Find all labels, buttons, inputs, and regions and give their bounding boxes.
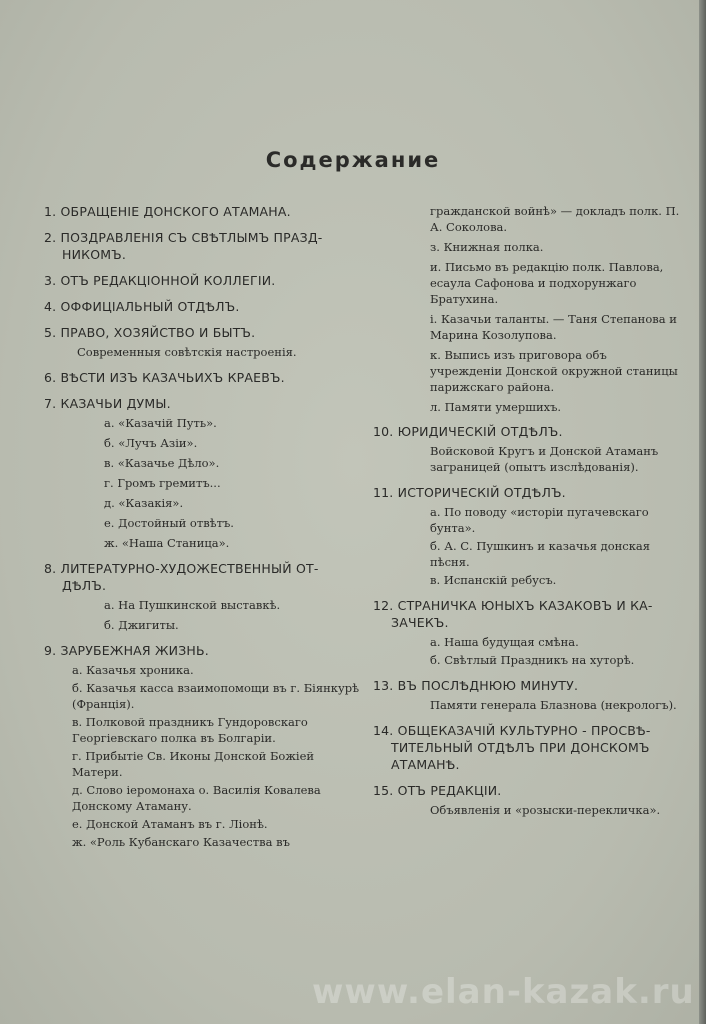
subentry: б. Джигиты. [104, 618, 179, 632]
subentry: Современныя совѣтскія настроенія. [77, 345, 297, 359]
item-title-continuation: ЗАЧЕКЪ. [391, 615, 449, 630]
subentry: г. Громъ гремитъ... [104, 476, 221, 490]
subentry: а. Казачья хроника. [72, 663, 194, 677]
item-title: ЮРИДИЧЕСКІЙ ОТДѢЛЪ. [397, 424, 563, 439]
subentry: з. Книжная полка. [430, 240, 544, 254]
item-number: 2. [44, 230, 57, 245]
item-subentries [373, 634, 681, 668]
subentry: и. Письмо въ редакцію полк. Павлова, есаула Сафонова и подхорунжаго Братухина. [430, 260, 664, 306]
item-heading [44, 272, 362, 289]
item-heading [44, 324, 362, 341]
item-title-continuation: НИКОМЪ. [62, 247, 127, 262]
subentry: е. Донской Атаманъ въ г. Ліонѣ. [72, 817, 268, 831]
item-title: ВѢСТИ ИЗЪ КАЗАЧЬИХЪ КРАЕВЪ. [60, 370, 285, 385]
continued-subentries [373, 203, 681, 415]
item-subentries [44, 415, 362, 551]
subentry: ж. «Роль Кубанскаго Казачества въ [72, 835, 290, 849]
item-number: 13. [373, 678, 394, 693]
subentry: в. Полковой праздникъ Гундоровскаго Георгіевскаго полка въ Болгаріи. [72, 715, 308, 745]
item-subentries [44, 662, 362, 850]
item-subentries [44, 344, 362, 360]
subentry: л. Памяти умершихъ. [430, 400, 562, 414]
contents-item [373, 484, 681, 588]
item-title: ВЪ ПОСЛѢДНЮЮ МИНУТУ. [397, 678, 579, 693]
contents-item [44, 298, 362, 315]
contents-item [44, 560, 362, 633]
contents-left-column [44, 203, 362, 859]
item-title: ПРАВО, ХОЗЯЙСТВО И БЫТЪ. [60, 325, 256, 340]
item-title: ОТЪ РЕДАКЦІИ. [397, 783, 502, 798]
watermark: www.elan-kazak.ru [312, 972, 695, 1012]
item-title: ЗАРУБЕЖНАЯ ЖИЗНЬ. [60, 643, 209, 658]
item-title: ОФФИЦІАЛЬНЫЙ ОТДѢЛЪ. [60, 299, 240, 314]
item-number: 5. [44, 325, 57, 340]
item-heading [373, 722, 681, 773]
item-heading [373, 597, 681, 631]
page-title: Содержание [265, 148, 441, 172]
subentry: а. По поводу «исторіи пугачевскаго бунта». [430, 505, 649, 535]
subentry: б. Казачья касса взаимопомощи въ г. Біянкурѣ (Франція). [72, 681, 360, 711]
subentry: і. Казачьи таланты. — Таня Степанова и Марина Козолупова. [430, 312, 677, 342]
contents-item [373, 782, 681, 818]
contents-item [44, 369, 362, 386]
item-heading [44, 203, 362, 220]
contents-item [373, 722, 681, 773]
item-number: 6. [44, 370, 57, 385]
item-number: 11. [373, 485, 394, 500]
item-number: 9. [44, 643, 57, 658]
item-heading [44, 298, 362, 315]
item-heading [44, 369, 362, 386]
subentry: е. Достойный отвѣтъ. [104, 516, 234, 530]
item-title-continuation: ТИТЕЛЬНЫЙ ОТДѢЛЪ ПРИ ДОНСКОМЪ АТАМАНѢ. [391, 740, 650, 772]
item-number: 1. [44, 204, 57, 219]
subentry: а. «Казачій Путь». [104, 416, 217, 430]
contents-item [44, 395, 362, 551]
item-number: 10. [373, 424, 394, 439]
subentry: в. «Казачье Дѣло». [104, 456, 220, 470]
contents-item [44, 203, 362, 220]
item-heading [373, 677, 681, 694]
item-number: 7. [44, 396, 57, 411]
item-title-continuation: ДѢЛЪ. [62, 578, 107, 593]
contents-item [44, 272, 362, 289]
item-number: 12. [373, 598, 394, 613]
item-heading [373, 484, 681, 501]
item-heading [373, 423, 681, 440]
contents-item [44, 229, 362, 263]
subentry: а. Наша будущая смѣна. [430, 635, 579, 649]
contents-item [373, 597, 681, 668]
subentry: а. На Пушкинской выставкѣ. [104, 598, 281, 612]
item-number: 3. [44, 273, 57, 288]
subentry: б. «Лучъ Азіи». [104, 436, 198, 450]
item-subentries [373, 697, 681, 713]
item-heading [44, 642, 362, 659]
subentry: к. Выпись изъ приговора объ учрежденіи Донской окружной станицы парижскаго района. [430, 348, 678, 394]
subentry: Войсковой Кругъ и Донской Атаманъ заграницей (опытъ изслѣдованія). [430, 444, 659, 474]
item-title: ЛИТЕРАТУРНО-ХУДОЖЕСТВЕННЫЙ ОТ- [60, 561, 319, 576]
item-subentries [44, 597, 362, 633]
item-heading [373, 782, 681, 799]
subentry: ж. «Наша Станица». [104, 536, 230, 550]
item-subentries [373, 504, 681, 588]
item-heading [44, 560, 362, 594]
subentry: д. «Казакія». [104, 496, 184, 510]
item-number: 8. [44, 561, 57, 576]
item-title: ОТЪ РЕДАКЦІОННОЙ КОЛЛЕГІИ. [60, 273, 276, 288]
contents-right-column [373, 203, 681, 827]
item-heading [44, 229, 362, 263]
contents-item [44, 324, 362, 360]
item-number: 15. [373, 783, 394, 798]
subentry: гражданской войнѣ» — докладъ полк. П. А. Соколова. [430, 204, 680, 234]
subentry: г. Прибытіе Св. Иконы Донской Божіей Матери. [72, 749, 315, 779]
contents-item [373, 423, 681, 475]
item-number: 4. [44, 299, 57, 314]
item-title: ОБЩЕКАЗАЧІЙ КУЛЬТУРНО - ПРОСВѢ- [397, 723, 651, 738]
item-number: 14. [373, 723, 394, 738]
item-heading [44, 395, 362, 412]
subentry: Объявленія и «розыски-перекличка». [430, 803, 661, 817]
item-title: ПОЗДРАВЛЕНІЯ СЪ СВѢТЛЫМЪ ПРАЗД- [60, 230, 323, 245]
item-subentries [373, 443, 681, 475]
contents-item [373, 677, 681, 713]
item-title: СТРАНИЧКА ЮНЫХЪ КАЗАКОВЪ И КА- [397, 598, 653, 613]
subentry: б. А. С. Пушкинъ и казачья донская пѣсня. [430, 539, 651, 569]
subentry: в. Испанскій ребусъ. [430, 573, 557, 587]
subentry: д. Слово іеромонаха о. Василія Ковалева Донскому Атаману. [72, 783, 321, 813]
item-subentries [373, 802, 681, 818]
subentry: б. Свѣтлый Праздникъ на хуторѣ. [430, 653, 635, 667]
item-title: ОБРАЩЕНІЕ ДОНСКОГО АТАМАНА. [60, 204, 291, 219]
item-title: ИСТОРИЧЕСКІЙ ОТДѢЛЪ. [397, 485, 566, 500]
subentry: Памяти генерала Блазнова (некрологъ). [430, 698, 677, 712]
item-title: КАЗАЧЬИ ДУМЫ. [60, 396, 171, 411]
contents-item [44, 642, 362, 850]
